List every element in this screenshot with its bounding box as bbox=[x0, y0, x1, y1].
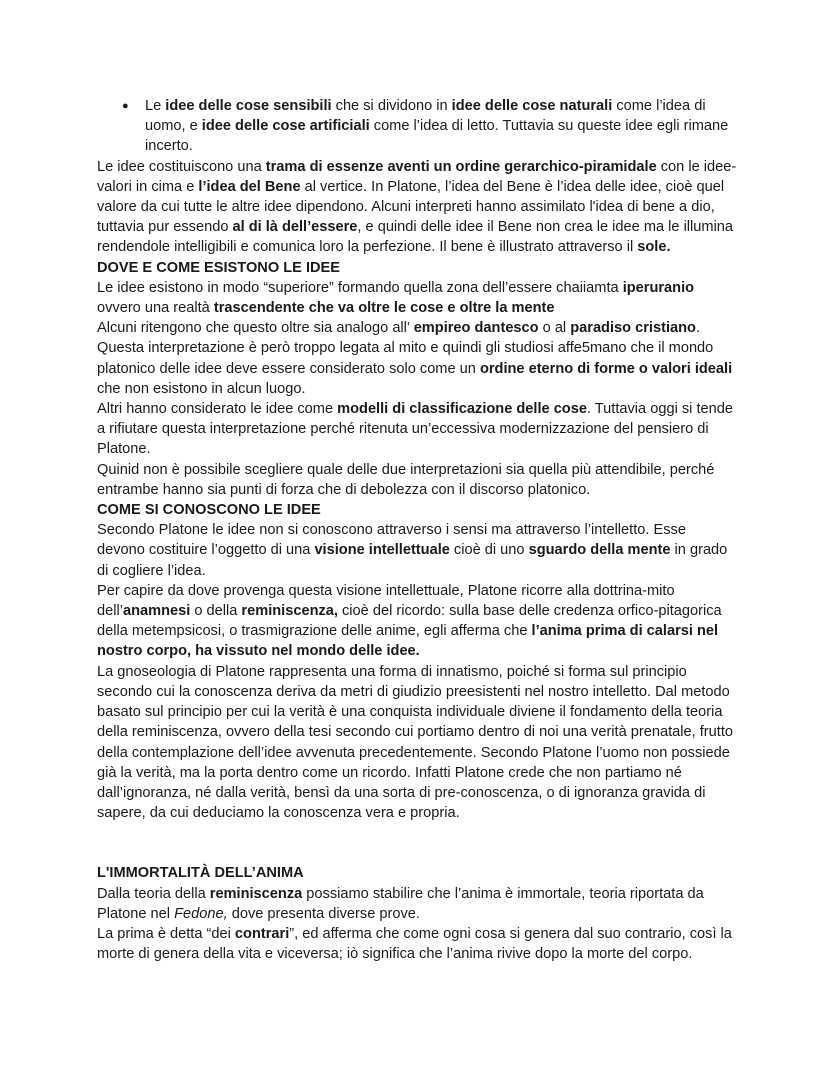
text-run: Alcuni ritengono che questo oltre sia analogo all’ bbox=[97, 320, 414, 337]
bold-text: visione intellettuale bbox=[314, 542, 450, 559]
text-run: . Questa interpretazione è però troppo legata al mito e quindi gli studiosi affe5mano che il mondo platonico delle idee deve essere considerato solo come un bbox=[97, 320, 714, 377]
bold-text: idee delle cose sensibili bbox=[165, 98, 332, 114]
paragraph-empireo bbox=[97, 318, 737, 399]
text-run: La gnoseologia di Platone rappresenta una forma di innatismo, poiché si forma sul principio secondo cui la conoscenza deriva da metri di giudizio preesistenti nel nostro intelletto. Dal metodo basato sul principio per cui la verità è una conquista individuale diviene il fondamento della teoria della reminiscenza, ovvero della tesi secondo cui portiamo dentro di noi una verità prenatale, frutto della contemplazione dell’idee avvenuta precedentemente. Secondo Platone l’uomo non possiede già la verità, ma la porta dentro come un ricordo. Infatti Platone crede che non partiamo né dall’ignoranza, né dalla verità, bensì da una sorta di pre-conoscenza, o di ignoranza gravida di sapere, da cui deduciamo la conoscenza vera e propria. bbox=[97, 663, 733, 822]
bold-text: idee delle cose naturali bbox=[451, 98, 613, 114]
bold-text: l’idea del Bene bbox=[198, 178, 301, 195]
bold-text: anamnesi bbox=[122, 603, 191, 620]
text-run: cioè di uno bbox=[449, 542, 529, 559]
text-run: Per capire da dove provenga questa visione intellettuale, Platone ricorre alla dottrina-mito dell’ bbox=[97, 582, 675, 620]
heading-dove-esistono: DOVE E COME ESISTONO LE IDEE bbox=[97, 259, 341, 276]
bold-text: iperuranio bbox=[622, 279, 695, 296]
bold-text: l’anima prima di calarsi nel nostro corpo, ha vissuto nel mondo delle idee. bbox=[97, 623, 719, 660]
paragraph-intelletto bbox=[97, 520, 737, 581]
text-run: in grado di cogliere l’idea. bbox=[97, 542, 728, 579]
text-run: che si dividono in bbox=[331, 98, 452, 114]
bold-text: trascendente che va oltre le cose e oltre la mente bbox=[213, 300, 555, 317]
paragraph-gnoseologia bbox=[97, 662, 737, 824]
text-run: Le bbox=[145, 98, 166, 114]
paragraph-trama-essenze bbox=[97, 157, 737, 258]
bold-text: ordine eterno di forme o valori ideali bbox=[479, 360, 733, 377]
bullet-icon: ● bbox=[122, 100, 129, 112]
text-run: Secondo Platone le idee non si conoscono attraverso i sensi ma attraverso l’intelletto. Esse devono costituire l’oggetto di una bbox=[97, 522, 686, 559]
italic-text: Fedone, bbox=[174, 905, 228, 922]
text-run: ”, ed afferma che come ogni cosa si genera dal suo contrario, così la morte di genera della vita e viceversa; iò significa che l’anima rivive dopo la morte del corpo. bbox=[97, 925, 732, 963]
text-run: . Tuttavia oggi si tende a rifiutare questa interpretazione perché ritenuta un’eccessiva modernizzazione del pensiero di Platone. bbox=[97, 401, 733, 458]
heading-immortalita: L'IMMORTALITÀ DELL’ANIMA bbox=[97, 865, 304, 882]
bold-text: paradiso cristiano bbox=[570, 320, 696, 337]
paragraph-iperuranio bbox=[97, 278, 737, 318]
text-run: come l’idea di letto. Tuttavia su queste idee egli rimane incerto. bbox=[145, 118, 729, 155]
text-run: o al bbox=[538, 320, 571, 337]
bold-text: sole. bbox=[637, 239, 671, 256]
document-page bbox=[97, 96, 737, 964]
bold-text: trama di essenze aventi un ordine gerarchico-piramidale bbox=[265, 158, 657, 175]
text-run: con le idee-valori in cima e bbox=[97, 158, 737, 195]
text-run: che non esistono in alcun luogo. bbox=[97, 380, 306, 397]
paragraph-contrari bbox=[97, 924, 737, 964]
section-gap bbox=[97, 823, 737, 863]
paragraph-anamnesi bbox=[97, 581, 737, 662]
text-run: Quinid non è possibile scegliere quale delle due interpretazioni sia quella più attendibile, perché entrambe hanno sia punti di forza che di debolezza con il discorso platonico. bbox=[97, 461, 715, 498]
bold-text: reminiscenza bbox=[209, 885, 303, 902]
text-run: La prima è detta “dei bbox=[97, 925, 235, 942]
text-run: o della bbox=[190, 603, 242, 620]
bold-text: sguardo della mente bbox=[528, 542, 671, 559]
bullet-list-item bbox=[97, 96, 737, 157]
text-run: dove presenta diverse prove. bbox=[227, 905, 420, 922]
text-run: cioè del ricordo: sulla base delle credenza orfico-pitagorica della metempsicosi, o trasmigrazione delle anime, egli afferma che bbox=[97, 603, 722, 640]
bold-text: contrari bbox=[234, 925, 290, 942]
bold-text: empireo dantesco bbox=[413, 320, 539, 337]
paragraph-modelli bbox=[97, 399, 737, 460]
text-run: Dalla teoria della bbox=[97, 885, 210, 902]
bold-text: modelli di classificazione delle cose bbox=[337, 401, 587, 418]
text-run: Altri hanno considerato le idee come bbox=[97, 401, 338, 418]
paragraph-interpretazioni bbox=[97, 460, 737, 500]
text-run: come l’idea di uomo, e bbox=[145, 98, 706, 135]
text-run: Le idee costituiscono una bbox=[97, 158, 266, 175]
bold-text: reminiscenza, bbox=[241, 603, 338, 620]
text-run: Le idee esistono in modo “superiore” formando quella zona dell’essere chaiiamta bbox=[97, 279, 623, 296]
bullet-text bbox=[145, 96, 737, 157]
bold-text: al di là dell’essere bbox=[232, 219, 358, 236]
heading-come-conoscono: COME SI CONOSCONO LE IDEE bbox=[97, 502, 321, 519]
bold-text: idee delle cose artificiali bbox=[201, 118, 370, 135]
text-run: , e quindi delle idee il Bene non crea le idee ma le illumina rendendole intelligibili e comunica loro la perfezione. Il bene è illustrato attraverso il bbox=[97, 219, 734, 256]
text-run: ovvero una realtà bbox=[97, 300, 214, 317]
paragraph-fedone bbox=[97, 884, 737, 924]
text-run: possiamo stabilire che l’anima è immortale, teoria riportata da Platone nel bbox=[97, 885, 704, 922]
text-run: al vertice. In Platone, l’idea del Bene è l’idea delle idee, cioè quel valore da cui tutte le altre idee dipendono. Alcuni interpreti hanno assimilato l'idea di bene a dio, tuttavia pur essendo bbox=[97, 178, 725, 236]
